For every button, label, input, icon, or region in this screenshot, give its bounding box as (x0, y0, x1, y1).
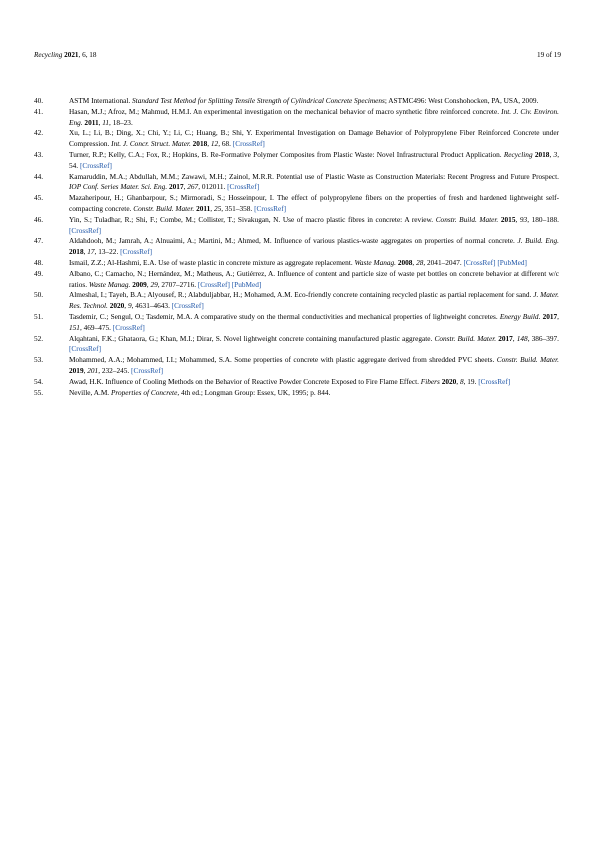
reference-text: Tasdemir, C.; Sengul, O.; Tasdemir, M.A. A comparative study on the thermal conductivities and mechanical properties of lightweight concretes. (69, 311, 500, 321)
reference-italic-text: Constr. Build. Mater. (435, 214, 499, 224)
page-number: 19 of 19 (537, 51, 561, 59)
reference-italic-text: 8 (459, 376, 464, 386)
reference-text: , (207, 139, 211, 149)
reference-year: 2020 (109, 301, 125, 311)
reference-number: 42. (34, 128, 44, 138)
reference-text: , (456, 376, 460, 386)
reference-text: , (124, 301, 128, 311)
reference-year: 2020 (441, 376, 457, 386)
reference-year: 2011 (196, 203, 211, 213)
reference-number: 46. (34, 214, 44, 224)
reference-italic-text: Waste Manag. (88, 279, 131, 289)
reference-number: 48. (34, 257, 44, 267)
reference-item (34, 150, 559, 172)
crossref-link[interactable]: [CrossRef] (131, 365, 164, 375)
reference-italic-text: Fibers (420, 376, 440, 386)
reference-italic-text: Standard Test Method for Splitting Tensile Strength of Cylindrical Concrete Specimens (132, 96, 385, 105)
reference-text: ASTM International. (69, 96, 133, 105)
reference-italic-text: 3 (553, 149, 558, 159)
reference-text: , 351–358. (221, 203, 255, 213)
reference-text: , 469–475. (79, 322, 113, 332)
reference-text: , (83, 247, 88, 257)
reference-item (34, 290, 559, 312)
reference-text: Alqahtani, F.K.; Ghataora, G.; Khan, M.I.; Dirar, S. Novel lightweight concrete containing manufactured plastic aggregate. (69, 333, 435, 343)
reference-text: , 386–397. (527, 333, 559, 343)
reference-text: ; ASTMC496: West Conshohocken, PA, USA, 2009. (384, 96, 539, 105)
reference-number: 41. (34, 106, 44, 116)
reference-italic-text: Constr. Build. Mater. (496, 355, 559, 365)
reference-italic-text: Constr. Build. Mater. (434, 333, 497, 343)
reference-year: 2017 (498, 333, 513, 343)
reference-item (34, 312, 559, 334)
reference-italic-text: Properties of Concrete (110, 387, 178, 397)
reference-italic-text: 267 (187, 182, 199, 192)
reference-list (34, 96, 559, 398)
reference-item (34, 334, 559, 356)
reference-italic-text: 11 (102, 117, 110, 127)
reference-italic-text: Int. J. Concr. Struct. Mater. (111, 139, 191, 149)
reference-item (34, 193, 559, 215)
reference-text: Kamaruddin, M.A.; Abdullah, M.M.; Zawawi, M.H.; Zainol, M.R.R. Potential use of Plastic Waste as Construction Materials: Recent Progress and Future Prospect. (69, 171, 559, 181)
reference-text: , (557, 311, 559, 321)
reference-text: , 012011. (198, 182, 228, 192)
reference-italic-text: 93 (519, 214, 528, 224)
reference-year: 2018 (69, 247, 84, 257)
reference-italic-text: J. Mater. Res. Technol. (69, 290, 559, 311)
reference-text: Hasan, M.J.; Afroz, M.; Mahmud, H.M.I. An experimental investigation on the mechanical behavior of macro synthetic fibre reinforced concrete. (69, 106, 502, 116)
journal-name: Recycling (34, 51, 63, 59)
reference-text: , 180–188. (527, 214, 559, 224)
reference-year: 2018 (534, 149, 550, 159)
reference-number: 50. (34, 290, 44, 300)
reference-text: Awad, H.K. Influence of Cooling Methods on the Behavior of Reactive Powder Concrete Exposed to Fire Flame Effect. (69, 376, 421, 386)
reference-item (34, 377, 559, 388)
reference-italic-text: 12 (210, 139, 219, 149)
reference-italic-text: J. Build. Eng. (517, 236, 559, 246)
reference-year: 2015 (500, 214, 516, 224)
reference-number: 51. (34, 311, 44, 321)
reference-italic-text: 148 (516, 333, 528, 343)
reference-item (34, 96, 559, 107)
reference-text: , (412, 257, 417, 267)
reference-number: 43. (34, 149, 44, 159)
reference-number: 52. (34, 333, 44, 343)
reference-text: Albano, C.; Camacho, N.; Hernández, M.; Matheus, A.; Gutiérrez, A. Influence of content and particle size of waste pet bottles on concrete behavior at different w/c ratios. (69, 268, 559, 289)
reference-item (34, 269, 559, 291)
reference-italic-text: Waste Manag. (354, 257, 396, 267)
pubmed-link[interactable]: [PubMed] (497, 257, 527, 267)
reference-year: 2019 (69, 365, 84, 375)
reference-year: 2017 (542, 311, 558, 321)
reference-year: 2011 (84, 117, 99, 127)
reference-text: , 19. (463, 376, 479, 386)
pubmed-link[interactable]: [PubMed] (231, 279, 262, 289)
reference-text: Turner, R.P.; Kelly, C.A.; Fox, R.; Hopkins, B. Re-Formative Polymer Composites from Plastic Waste: Novel Infrastructural Product Application. (69, 149, 504, 159)
reference-item (34, 388, 559, 399)
reference-italic-text: Constr. Build. Mater. (133, 203, 195, 213)
reference-italic-text: 29 (150, 279, 158, 289)
crossref-link[interactable]: [CrossRef] (112, 322, 145, 332)
running-citation (34, 51, 96, 60)
reference-number: 49. (34, 268, 44, 278)
crossref-link[interactable]: [CrossRef] (171, 301, 204, 311)
reference-text: , (549, 149, 554, 159)
reference-italic-text: 28 (416, 257, 424, 267)
reference-item (34, 107, 559, 129)
reference-text: , (210, 203, 214, 213)
reference-text: , 232–245. (98, 365, 132, 375)
reference-italic-text: 151 (69, 322, 80, 332)
crossref-link[interactable]: [CrossRef] (478, 376, 511, 386)
reference-text: Almeshal, I.; Tayeh, B.A.; Alyousef, R.; Alabduljabbar, H.; Mohamed, A.M. Eco-friendly concrete containing recycled plastic as partial replacement for sand. (69, 290, 534, 300)
reference-text: , (146, 279, 151, 289)
reference-text: , (512, 333, 517, 343)
reference-italic-text: 25 (213, 203, 222, 213)
reference-text: , (183, 182, 188, 192)
reference-year: 2008 (397, 257, 413, 267)
crossref-link[interactable]: [CrossRef] (79, 160, 112, 170)
reference-text: Mohammed, A.A.; Mohammed, I.I.; Mohammed, S.A. Some properties of concrete with plastic aggregate derived from shredded PVC sheets. (69, 355, 497, 365)
reference-text: , 13–22. (94, 247, 121, 257)
reference-item (34, 236, 559, 258)
reference-text: Yin, S.; Tuladhar, R.; Shi, F.; Combe, M.; Collister, T.; Sivakugan, N. Use of macro plastic fibres in concrete: A review. (69, 214, 436, 224)
reference-italic-text: 9 (127, 301, 132, 311)
reference-italic-text: 17 (87, 247, 95, 257)
reference-text: , 2707–2716. (157, 279, 198, 289)
reference-italic-text: IOP Conf. Series Mater. Sci. Eng. (69, 182, 168, 192)
reference-item (34, 128, 559, 150)
reference-italic-text: 201 (87, 365, 99, 375)
crossref-link[interactable]: [CrossRef] (197, 279, 230, 289)
crossref-link[interactable]: [CrossRef] (232, 139, 265, 149)
reference-text: , (515, 214, 520, 224)
reference-text: , 68. (218, 139, 233, 149)
page-header (34, 51, 561, 60)
reference-italic-text: Recycling (503, 149, 533, 159)
crossref-link[interactable]: [CrossRef] (254, 203, 287, 213)
reference-number: 45. (34, 193, 44, 203)
reference-text: , 18–23. (109, 117, 133, 127)
reference-number: 40. (34, 96, 44, 105)
reference-italic-text: Energy Build. (499, 311, 541, 321)
crossref-link[interactable]: [CrossRef] (463, 257, 496, 267)
reference-item (34, 215, 559, 237)
reference-text: Aldahdooh, M.; Jamrah, A.; Alnuaimi, A.; Martini, M.; Ahmed, M. Influence of various plastics-waste aggregates on properties of normal concrete. (69, 236, 518, 246)
citation-details: , 6, 18 (78, 51, 97, 59)
reference-year: 2009 (132, 279, 147, 289)
reference-italic-text: Int. J. Civ. Environ. Eng. (69, 106, 559, 127)
crossref-link[interactable]: [CrossRef] (120, 247, 153, 257)
reference-item (34, 172, 559, 194)
reference-item (34, 355, 559, 377)
reference-text: , (98, 117, 103, 127)
crossref-link[interactable]: [CrossRef] (69, 344, 102, 354)
reference-text: , (83, 365, 88, 375)
reference-text: Neville, A.M. (69, 387, 111, 397)
reference-text: , 54. (69, 149, 560, 170)
reference-text: Mazaheripour, H.; Ghanbarpour, S.; Mirmoradi, S.; Hosseinpour, I. The effect of polypropylene fibers on the properties of fresh and hardened lightweight self-compacting concrete. (69, 193, 559, 213)
reference-number: 53. (34, 355, 44, 365)
reference-year: 2017 (169, 182, 184, 192)
reference-number: 44. (34, 171, 44, 181)
reference-year: 2018 (192, 139, 208, 149)
reference-number: 55. (34, 387, 44, 397)
crossref-link[interactable]: [CrossRef] (227, 182, 260, 192)
reference-text: Xu, L.; Li, B.; Ding, X.; Chi, Y.; Li, C.; Huang, B.; Shi, Y. Experimental Investigation on Damage Behavior of Polypropylene Fiber Reinforced Concrete under Compression. (69, 128, 559, 149)
reference-text: , 2041–2047. (423, 257, 464, 267)
crossref-link[interactable]: [CrossRef] (69, 225, 102, 235)
reference-text: , 4th ed.; Longman Group: Essex, UK, 1995; p. 844. (177, 387, 331, 397)
reference-item (34, 258, 559, 269)
reference-text: Ismail, Z.Z.; Al-Hashmi, E.A. Use of waste plastic in concrete mixture as aggregate replacement. (69, 257, 355, 267)
reference-number: 47. (34, 236, 44, 246)
reference-number: 54. (34, 376, 44, 386)
reference-text: , 4631–4643. (131, 301, 172, 311)
citation-year: 2021 (64, 51, 79, 59)
